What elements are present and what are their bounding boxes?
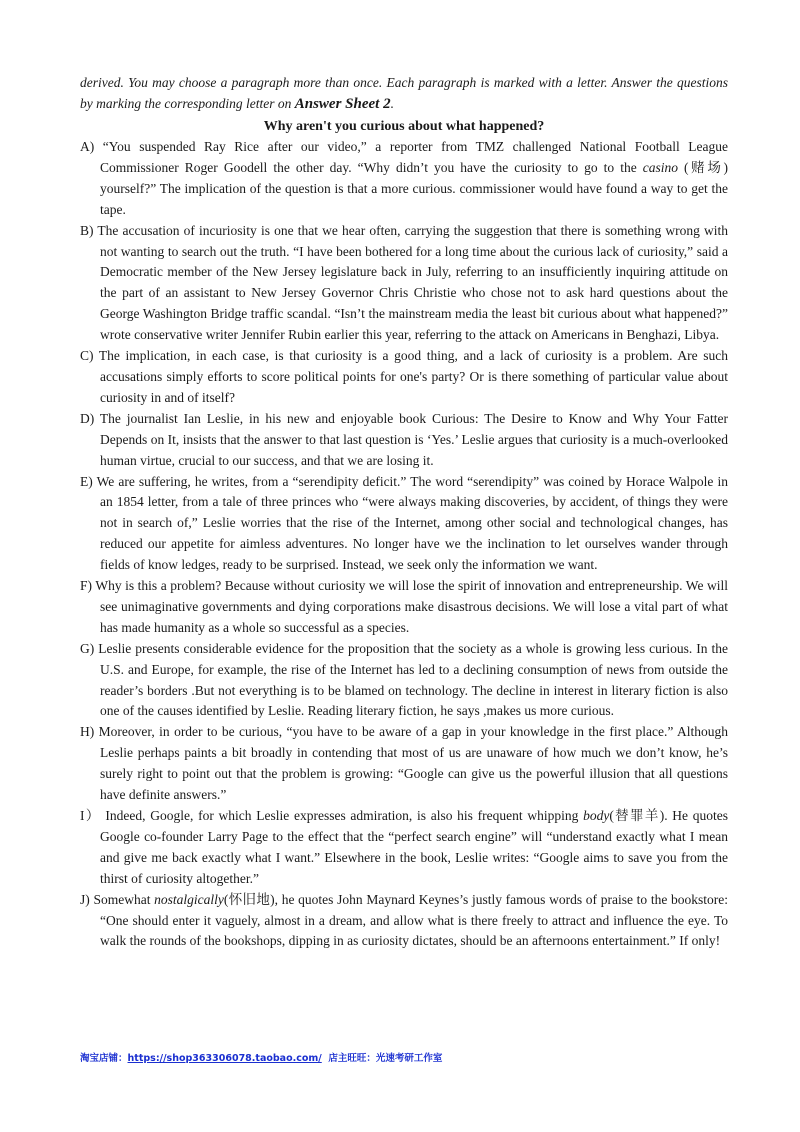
footer-owner: 店主旺旺：光速考研工作室 [328, 1053, 443, 1064]
paragraph-letter: B) [80, 222, 94, 238]
paragraph-text: The implication, in each case, is that curiosity is a good thing, and a lack of curiosity is a problem. Are such accusations simply efforts to score political points for one's party? Or is there something of particular value about curiosity in and of itself? [98, 348, 728, 405]
passage-title: Why aren't you curious about what happened? [263, 119, 545, 134]
paragraph-list [80, 137, 728, 952]
paragraph-i [80, 806, 728, 890]
paragraph-letter: C) [80, 348, 94, 364]
paragraph-j [80, 890, 728, 953]
paragraph-text: Somewhat nostalgically(怀旧地), he quotes John Maynard Keynes’s justly famous words of praise to the bookstore: “One should enter it vaguely, almost in a dream, and allow what is there freely to attract and influence the eye. To walk the rounds of the bookshops, dipping in as curiosity dictates, should be an afternoons entertainment.” If only! [93, 891, 729, 949]
paragraph-letter: I） [80, 808, 101, 823]
paragraph-a [80, 137, 728, 221]
instructions-end: . [390, 96, 394, 111]
paragraph-b [80, 221, 728, 346]
paragraph-text: Why is this a problem? Because without curiosity we will lose the spirit of innovation and entrepreneurship. We will see unimaginative governments and dying corporations make disastrous decisions. We will lose a vital part of what has made humanity as a whole so successful as a species. [95, 578, 729, 635]
paragraph-c [80, 346, 728, 409]
instructions [80, 72, 728, 115]
footer [80, 1050, 442, 1064]
paragraph-letter: J) [80, 891, 90, 907]
footer-shop-label: 淘宝店铺： [80, 1053, 128, 1064]
paragraph-letter: D) [80, 410, 95, 426]
paragraph-d [80, 409, 728, 472]
paragraph-letter: F) [80, 578, 93, 594]
paragraph-text: Moreover, in order to be curious, “you have to be aware of a gap in your knowledge in the first place.” Although Leslie perhaps paints a bit broadly in contending that most of us are unaware of how much we don’t know, he’s surely right to point out that the problem is growing: “Google can give us the powerful illusion that all questions have definite answers.” [98, 724, 728, 803]
paragraph-letter: G) [80, 640, 95, 656]
paragraph-letter: A) [80, 139, 95, 154]
paragraph-text: We are suffering, he writes, from a “serendipity deficit.” The word “serendipity” was coined by Horace Walpole in an 1854 letter, from a tale of three princes who “were always making discoveries, by accident, of things they were not in search of,” Leslie worries that the rise of the Internet, among other social and technological changes, has reduced our appetite for aimless adventures. No longer have we the inclination to let ourselves wander through fields of know ledges, ready to be surprised. Instead, we seek only the information we want. [96, 473, 728, 573]
paragraph-e [80, 472, 728, 577]
document-page [80, 72, 728, 952]
footer-shop-link[interactable]: https://shop363306078.taobao.com/ [127, 1053, 322, 1064]
answer-sheet-label: Answer Sheet 2 [294, 96, 391, 112]
paragraph-f [80, 576, 728, 639]
paragraph-letter: E) [80, 473, 93, 489]
paragraph-letter: H) [80, 724, 95, 740]
paragraph-text: Leslie presents considerable evidence for the proposition that the society as a whole is growing less curious. In the U.S. and Europe, for example, the rise of the Internet has led to a declining consumption of news from outside the reader’s borders .But not everything is to be blamed on technology. The decline in interest in literary fiction is also one of the causes identified by Leslie. Reading literary fiction, he says ,makes us more curious. [98, 640, 728, 719]
paragraph-h [80, 722, 728, 806]
paragraph-text: Indeed, Google, for which Leslie expresses admiration, is also his frequent whipping body(替罪羊). He quotes Google co-founder Larry Page to the effect that the “perfect search engine” will “understand exactly what I mean and give me back exactly what I want.” Elsewhere in the book, Leslie writes: “Google aims to save you from the thirst of curiosity altogether.” [100, 808, 729, 886]
paragraph-text: “You suspended Ray Rice after our video,” a reporter from TMZ challenged National Football League Commissioner Roger Goodell the other day. “Why didn’t you have the curiosity to go to the casino (赌场) yourself?” The implication of the question is that a more curious. commissioner would have found a way to get the tape. [100, 139, 728, 217]
instructions-text: derived. You may choose a paragraph more than once. Each paragraph is marked with a letter. Answer the questions by marking the corresponding letter on [80, 75, 728, 111]
paragraph-g [80, 639, 728, 723]
paragraph-text: The accusation of incuriosity is one that we hear often, carrying the suggestion that there is something wrong with not wanting to search out the truth. “I have been bothered for a long time about the curious lack of curiosity,” said a Democratic member of the New Jersey legislature back in July, referring to an insufficiently inquiring attitude on the part of an assistant to New Jersey Governor Chris Christie who chose not to ask hard questions about the George Washington Bridge traffic scandal. “Isn’t the mainstream media the least bit curious about what happened?” wrote conservative writer Jennifer Rubin earlier this year, referring to the attack on Americans in Benghazi, Libya. [97, 222, 728, 343]
paragraph-text: The journalist Ian Leslie, in his new and enjoyable book Curious: The Desire to Know and Why Your Fatter Depends on It, insists that the answer to that last question is ‘Yes.’ Leslie argues that curiosity is a much-overlooked human virtue, crucial to our success, and that we are losing it. [99, 410, 728, 468]
